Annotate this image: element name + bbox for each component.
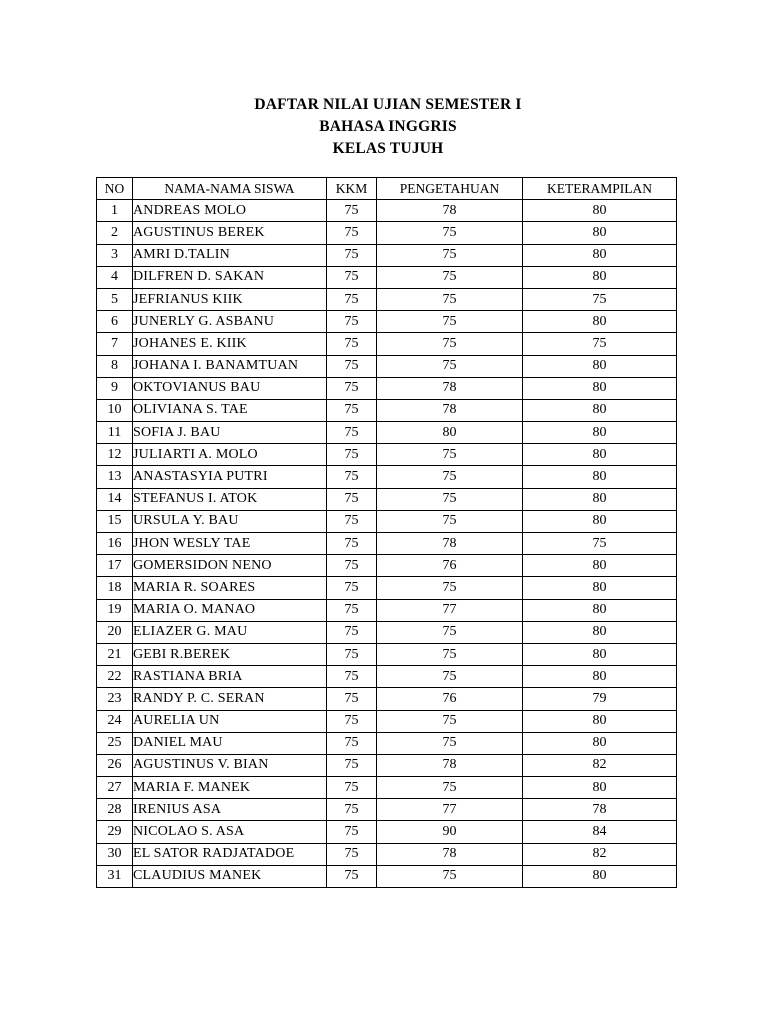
kkm-value: 75 <box>327 510 377 532</box>
header-student-name: NAMA-NAMA SISWA <box>133 178 327 200</box>
skills-score: 80 <box>523 355 677 377</box>
skills-score: 78 <box>523 799 677 821</box>
kkm-value: 75 <box>327 666 377 688</box>
kkm-value: 75 <box>327 422 377 444</box>
table-row <box>97 311 677 333</box>
knowledge-score: 75 <box>377 333 523 355</box>
kkm-value: 75 <box>327 621 377 643</box>
student-name: AGUSTINUS V. BIAN <box>133 754 327 776</box>
row-number: 20 <box>97 621 133 643</box>
knowledge-score: 75 <box>377 777 523 799</box>
kkm-value: 75 <box>327 399 377 421</box>
kkm-value: 75 <box>327 577 377 599</box>
table-row <box>97 621 677 643</box>
student-name: NICOLAO S. ASA <box>133 821 327 843</box>
kkm-value: 75 <box>327 266 377 288</box>
kkm-value: 75 <box>327 488 377 510</box>
kkm-value: 75 <box>327 444 377 466</box>
knowledge-score: 77 <box>377 599 523 621</box>
table-row <box>97 288 677 310</box>
skills-score: 80 <box>523 777 677 799</box>
row-number: 13 <box>97 466 133 488</box>
kkm-value: 75 <box>327 599 377 621</box>
document-title <box>0 94 768 160</box>
kkm-value: 75 <box>327 333 377 355</box>
table-row <box>97 333 677 355</box>
knowledge-score: 78 <box>377 399 523 421</box>
student-name: AGUSTINUS BEREK <box>133 222 327 244</box>
knowledge-score: 75 <box>377 288 523 310</box>
student-name: JOHANA I. BANAMTUAN <box>133 355 327 377</box>
skills-score: 80 <box>523 399 677 421</box>
student-name: ANASTASYIA PUTRI <box>133 466 327 488</box>
knowledge-score: 75 <box>377 444 523 466</box>
row-number: 24 <box>97 710 133 732</box>
table-row <box>97 555 677 577</box>
student-name: GOMERSIDON NENO <box>133 555 327 577</box>
kkm-value: 75 <box>327 355 377 377</box>
student-name: MARIA O. MANAO <box>133 599 327 621</box>
student-name: RANDY P. C. SERAN <box>133 688 327 710</box>
grades-table <box>96 177 677 888</box>
knowledge-score: 75 <box>377 222 523 244</box>
kkm-value: 75 <box>327 533 377 555</box>
skills-score: 80 <box>523 865 677 887</box>
table-row <box>97 266 677 288</box>
kkm-value: 75 <box>327 777 377 799</box>
row-number: 29 <box>97 821 133 843</box>
skills-score: 80 <box>523 666 677 688</box>
knowledge-score: 76 <box>377 688 523 710</box>
table-row <box>97 466 677 488</box>
knowledge-score: 75 <box>377 643 523 665</box>
knowledge-score: 75 <box>377 666 523 688</box>
row-number: 19 <box>97 599 133 621</box>
student-name: GEBI R.BEREK <box>133 643 327 665</box>
table-row <box>97 200 677 222</box>
title-line-3: KELAS TUJUH <box>332 140 444 157</box>
table-row <box>97 399 677 421</box>
row-number: 12 <box>97 444 133 466</box>
row-number: 22 <box>97 666 133 688</box>
skills-score: 80 <box>523 643 677 665</box>
student-name: JHON WESLY TAE <box>133 533 327 555</box>
knowledge-score: 75 <box>377 244 523 266</box>
student-name: SOFIA J. BAU <box>133 422 327 444</box>
table-row <box>97 577 677 599</box>
skills-score: 80 <box>523 200 677 222</box>
kkm-value: 75 <box>327 377 377 399</box>
row-number: 23 <box>97 688 133 710</box>
skills-score: 80 <box>523 599 677 621</box>
row-number: 9 <box>97 377 133 399</box>
table-row <box>97 244 677 266</box>
student-name: EL SATOR RADJATADOE <box>133 843 327 865</box>
student-name: JULIARTI A. MOLO <box>133 444 327 466</box>
student-name: OLIVIANA S. TAE <box>133 399 327 421</box>
skills-score: 80 <box>523 488 677 510</box>
kkm-value: 75 <box>327 244 377 266</box>
title-line-2: BAHASA INGGRIS <box>319 118 457 135</box>
student-name: CLAUDIUS MANEK <box>133 865 327 887</box>
table-row <box>97 510 677 532</box>
table-row <box>97 222 677 244</box>
table-body <box>97 200 677 888</box>
knowledge-score: 75 <box>377 466 523 488</box>
row-number: 17 <box>97 555 133 577</box>
kkm-value: 75 <box>327 222 377 244</box>
row-number: 15 <box>97 510 133 532</box>
table-row <box>97 666 677 688</box>
knowledge-score: 75 <box>377 311 523 333</box>
knowledge-score: 75 <box>377 510 523 532</box>
knowledge-score: 77 <box>377 799 523 821</box>
table-row <box>97 865 677 887</box>
row-number: 21 <box>97 643 133 665</box>
skills-score: 80 <box>523 377 677 399</box>
knowledge-score: 78 <box>377 377 523 399</box>
row-number: 8 <box>97 355 133 377</box>
kkm-value: 75 <box>327 821 377 843</box>
skills-score: 80 <box>523 244 677 266</box>
skills-score: 75 <box>523 288 677 310</box>
kkm-value: 75 <box>327 799 377 821</box>
table-row <box>97 444 677 466</box>
kkm-value: 75 <box>327 710 377 732</box>
table-row <box>97 355 677 377</box>
kkm-value: 75 <box>327 732 377 754</box>
table-row <box>97 754 677 776</box>
row-number: 25 <box>97 732 133 754</box>
row-number: 7 <box>97 333 133 355</box>
row-number: 2 <box>97 222 133 244</box>
kkm-value: 75 <box>327 843 377 865</box>
student-name: MARIA F. MANEK <box>133 777 327 799</box>
kkm-value: 75 <box>327 311 377 333</box>
kkm-value: 75 <box>327 865 377 887</box>
row-number: 1 <box>97 200 133 222</box>
table-row <box>97 688 677 710</box>
header-knowledge: PENGETAHUAN <box>377 178 523 200</box>
row-number: 31 <box>97 865 133 887</box>
student-name: OKTOVIANUS BAU <box>133 377 327 399</box>
student-name: DILFREN D. SAKAN <box>133 266 327 288</box>
knowledge-score: 75 <box>377 355 523 377</box>
row-number: 16 <box>97 533 133 555</box>
student-name: URSULA Y. BAU <box>133 510 327 532</box>
skills-score: 80 <box>523 621 677 643</box>
kkm-value: 75 <box>327 688 377 710</box>
header-kkm: KKM <box>327 178 377 200</box>
kkm-value: 75 <box>327 288 377 310</box>
knowledge-score: 78 <box>377 754 523 776</box>
knowledge-score: 90 <box>377 821 523 843</box>
title-line-1: DAFTAR NILAI UJIAN SEMESTER I <box>254 96 522 113</box>
row-number: 5 <box>97 288 133 310</box>
student-name: ANDREAS MOLO <box>133 200 327 222</box>
knowledge-score: 75 <box>377 732 523 754</box>
skills-score: 80 <box>523 422 677 444</box>
skills-score: 80 <box>523 444 677 466</box>
knowledge-score: 78 <box>377 200 523 222</box>
table-row <box>97 643 677 665</box>
student-name: JUNERLY G. ASBANU <box>133 311 327 333</box>
skills-score: 84 <box>523 821 677 843</box>
knowledge-score: 75 <box>377 621 523 643</box>
header-no: NO <box>97 178 133 200</box>
skills-score: 80 <box>523 510 677 532</box>
table-row <box>97 777 677 799</box>
knowledge-score: 78 <box>377 533 523 555</box>
row-number: 28 <box>97 799 133 821</box>
table-row <box>97 422 677 444</box>
skills-score: 80 <box>523 466 677 488</box>
kkm-value: 75 <box>327 466 377 488</box>
row-number: 6 <box>97 311 133 333</box>
skills-score: 80 <box>523 577 677 599</box>
table-row <box>97 799 677 821</box>
student-name: IRENIUS ASA <box>133 799 327 821</box>
skills-score: 80 <box>523 732 677 754</box>
knowledge-score: 78 <box>377 843 523 865</box>
student-name: DANIEL MAU <box>133 732 327 754</box>
kkm-value: 75 <box>327 555 377 577</box>
knowledge-score: 75 <box>377 577 523 599</box>
table-row <box>97 821 677 843</box>
student-name: JOHANES E. KIIK <box>133 333 327 355</box>
table-row <box>97 488 677 510</box>
knowledge-score: 75 <box>377 710 523 732</box>
table-row <box>97 599 677 621</box>
skills-score: 80 <box>523 266 677 288</box>
table-row <box>97 843 677 865</box>
skills-score: 82 <box>523 843 677 865</box>
student-name: JEFRIANUS KIIK <box>133 288 327 310</box>
row-number: 18 <box>97 577 133 599</box>
knowledge-score: 75 <box>377 488 523 510</box>
skills-score: 80 <box>523 710 677 732</box>
skills-score: 79 <box>523 688 677 710</box>
skills-score: 80 <box>523 555 677 577</box>
knowledge-score: 75 <box>377 266 523 288</box>
student-name: MARIA R. SOARES <box>133 577 327 599</box>
knowledge-score: 80 <box>377 422 523 444</box>
student-name: AMRI D.TALIN <box>133 244 327 266</box>
row-number: 4 <box>97 266 133 288</box>
table-row <box>97 377 677 399</box>
header-skills: KETERAMPILAN <box>523 178 677 200</box>
kkm-value: 75 <box>327 643 377 665</box>
row-number: 27 <box>97 777 133 799</box>
kkm-value: 75 <box>327 754 377 776</box>
skills-score: 80 <box>523 222 677 244</box>
row-number: 30 <box>97 843 133 865</box>
table-header-row <box>97 178 677 200</box>
student-name: ELIAZER G. MAU <box>133 621 327 643</box>
knowledge-score: 75 <box>377 865 523 887</box>
row-number: 26 <box>97 754 133 776</box>
table-row <box>97 710 677 732</box>
kkm-value: 75 <box>327 200 377 222</box>
skills-score: 75 <box>523 333 677 355</box>
table-row <box>97 533 677 555</box>
table-row <box>97 732 677 754</box>
row-number: 10 <box>97 399 133 421</box>
row-number: 14 <box>97 488 133 510</box>
row-number: 3 <box>97 244 133 266</box>
student-name: AURELIA UN <box>133 710 327 732</box>
student-name: RASTIANA BRIA <box>133 666 327 688</box>
skills-score: 80 <box>523 311 677 333</box>
skills-score: 82 <box>523 754 677 776</box>
row-number: 11 <box>97 422 133 444</box>
student-name: STEFANUS I. ATOK <box>133 488 327 510</box>
skills-score: 75 <box>523 533 677 555</box>
knowledge-score: 76 <box>377 555 523 577</box>
